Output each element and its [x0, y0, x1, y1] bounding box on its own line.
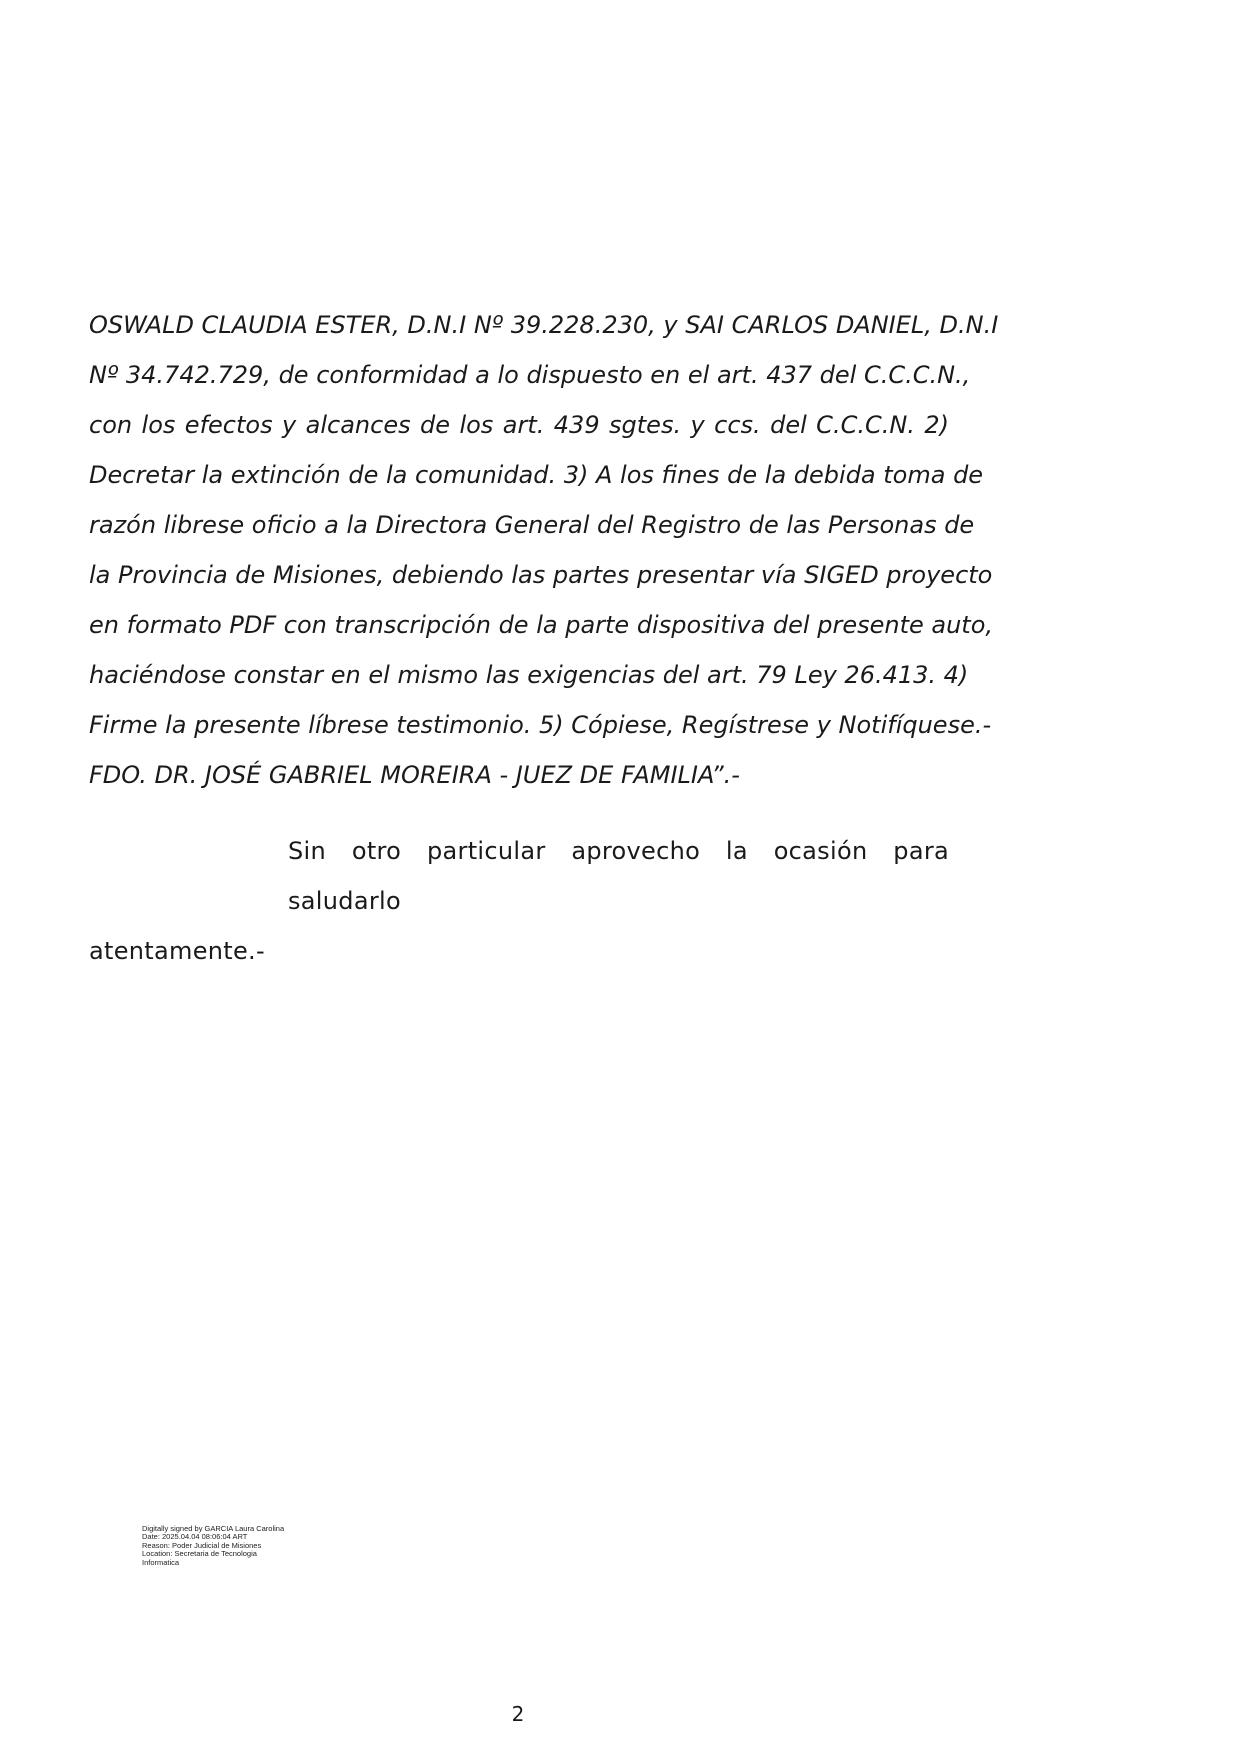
- body-line-signature: FDO. DR. JOSÉ GABRIEL MOREIRA - JUEZ DE FAMILIA”.-: [89, 761, 740, 789]
- body-line: en formato PDF con transcripción de la parte dispositiva del presente auto,: [89, 611, 994, 639]
- closing-paragraph: [89, 826, 949, 976]
- body-line: haciéndose constar en el mismo las exigencias del art. 79 Ley 26.413. 4): [89, 661, 969, 689]
- closing-line: Sin otro particular aprovecho la ocasión para saludarlo: [288, 837, 949, 915]
- body-line: OSWALD CLAUDIA ESTER, D.N.I Nº 39.228.230, y SAI CARLOS DANIEL, D.N.I: [89, 311, 999, 339]
- body-paragraph: [89, 300, 999, 800]
- body-line: Nº 34.742.729, de conformidad a lo dispuesto en el art. 437 del C.C.C.N.,: [89, 361, 971, 389]
- page-number: 2: [511, 1702, 525, 1726]
- body-line: Firme la presente líbrese testimonio. 5) Cópiese, Regístrese y Notifíquese.-: [89, 711, 992, 739]
- signature-location: Location: Secretaria de Tecnologia: [142, 1549, 257, 1559]
- body-line: Decretar la extinción de la comunidad. 3) A los fines de la debida toma de: [89, 461, 984, 489]
- body-line: razón librese oficio a la Directora General del Registro de las Personas de: [89, 511, 975, 539]
- signature-signed-by: Digitally signed by GARCIA Laura Carolina: [142, 1524, 285, 1533]
- signature-location-cont: Informatica: [142, 1557, 180, 1567]
- signature-date: Date: 2025.04.04 08:06:04 ART: [142, 1532, 248, 1542]
- body-line: con los efectos y alcances de los art. 439 sgtes. y ccs. del C.C.C.N. 2): [89, 411, 949, 439]
- body-line: la Provincia de Misiones, debiendo las partes presentar vía SIGED proyecto: [89, 561, 993, 589]
- closing-line-end: atentamente.-: [89, 937, 265, 965]
- digital-signature-block: [142, 1525, 342, 1567]
- signature-reason: Reason: Poder Judicial de Misiones: [142, 1540, 262, 1550]
